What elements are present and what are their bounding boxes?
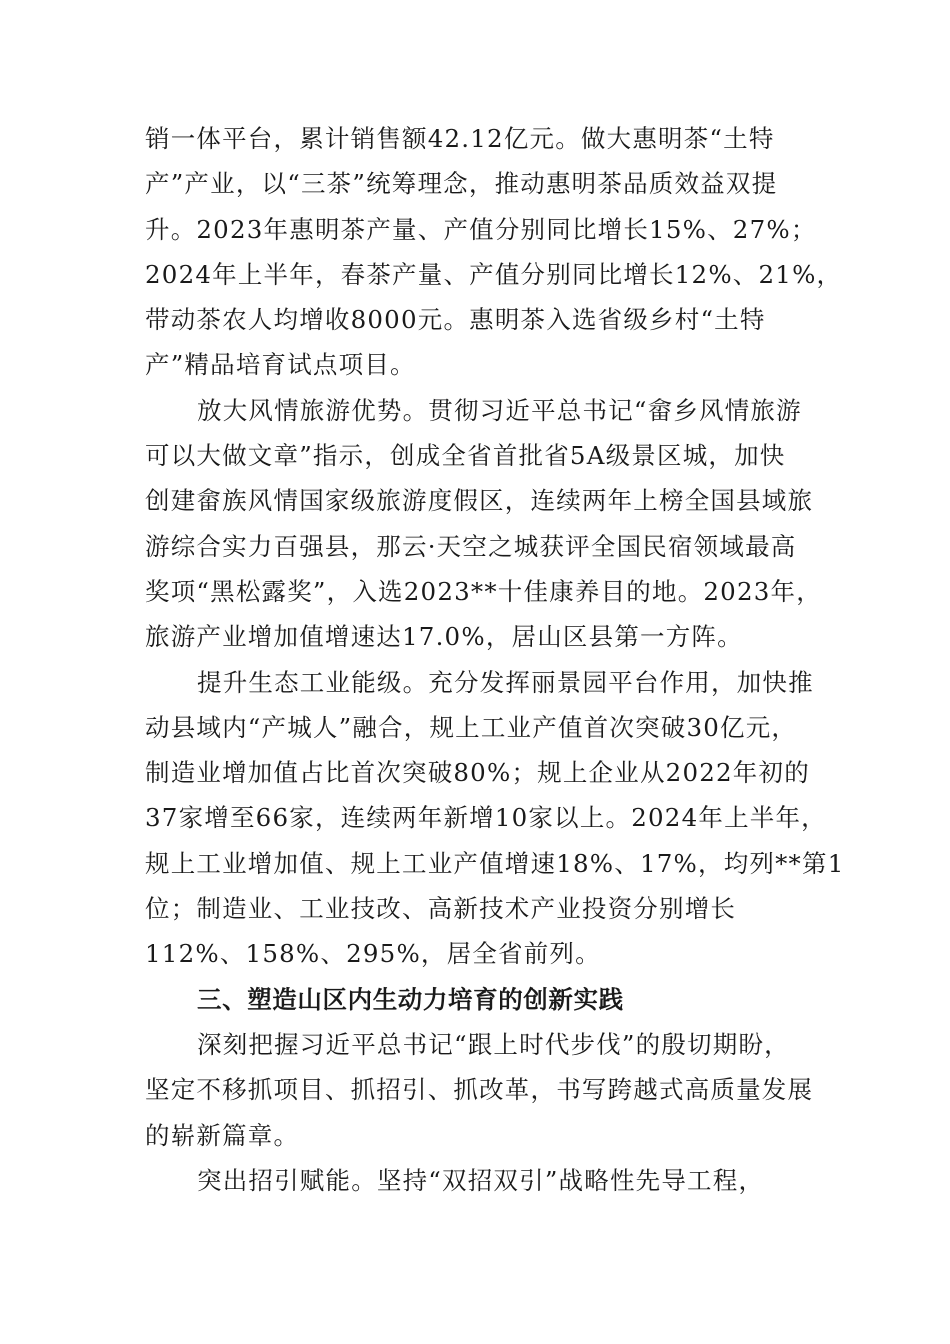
- text-line: 放大风情旅游优势。贯彻习近平总书记“畲乡风情旅游: [197, 395, 802, 425]
- text-line: 37家增至66家，连续两年新增10家以上。2024年上半年，: [145, 803, 827, 833]
- text-line: 产”产业，以“三茶”统筹理念，推动惠明茶品质效益双提: [145, 169, 778, 199]
- text-line: 的崭新篇章。: [145, 1120, 300, 1150]
- text-line: 游综合实力百强县，那云·天空之城获评全国民宿领域最高: [145, 531, 797, 561]
- section-heading-text: 三、塑造山区内生动力培育的创新实践: [197, 984, 624, 1014]
- text-line: 销一体平台，累计销售额42.12亿元。做大惠明茶“土特: [145, 124, 775, 153]
- text-line: 可以大做文章”指示，创成全省首批省5A级景区城，加快: [145, 441, 786, 471]
- text-line: 突出招引赋能。坚持“双招双引”战略性先导工程，: [197, 1165, 765, 1195]
- text-line: 创建畲族风情国家级旅游度假区，连续两年上榜全国县域旅: [145, 486, 814, 516]
- paragraph-section-intro: [145, 1022, 825, 1158]
- text-line: 2024年上半年，春茶产量、产值分别同比增长12%、21%，: [145, 259, 843, 289]
- text-line: 产”精品培育试点项目。: [145, 350, 416, 380]
- paragraph-tourism: [145, 388, 825, 660]
- text-line: 规上工业增加值、规上工业产值增速18%、17%，均列**第1: [145, 848, 845, 878]
- text-line: 动县域内“产城人”融合，规上工业产值首次突破30亿元，: [145, 712, 798, 742]
- text-line: 坚定不移抓项目、抓招引、抓改革，书写跨越式高质量发展: [145, 1075, 814, 1105]
- text-line: 深刻把握习近平总书记“跟上时代步伐”的殷切期盼，: [197, 1029, 790, 1059]
- text-line: 位；制造业、工业技改、高新技术产业投资分别增长: [145, 894, 737, 924]
- document-body: [145, 116, 845, 1203]
- text-line: 112%、158%、295%，居全省前列。: [145, 939, 601, 969]
- text-line: 旅游产业增加值增速达17.0%，居山区县第一方阵。: [145, 622, 743, 652]
- paragraph-tea-industry: [145, 116, 843, 388]
- text-line: 制造业增加值占比首次突破80%；规上企业从2022年初的: [145, 758, 810, 788]
- paragraph-investment: [145, 1158, 825, 1203]
- text-line: 带动茶农人均增收8000元。惠明茶入选省级乡村“土特: [145, 305, 766, 335]
- text-line: 奖项“黑松露奖”，入选2023**十佳康养目的地。2023年，: [145, 576, 822, 606]
- paragraph-industry: [145, 660, 845, 977]
- text-line: 升。2023年惠明茶产量、产值分别同比增长15%、27%；: [145, 214, 817, 244]
- section-heading-three: [145, 977, 825, 1022]
- text-line: 提升生态工业能级。充分发挥丽景园平台作用，加快推: [197, 667, 814, 697]
